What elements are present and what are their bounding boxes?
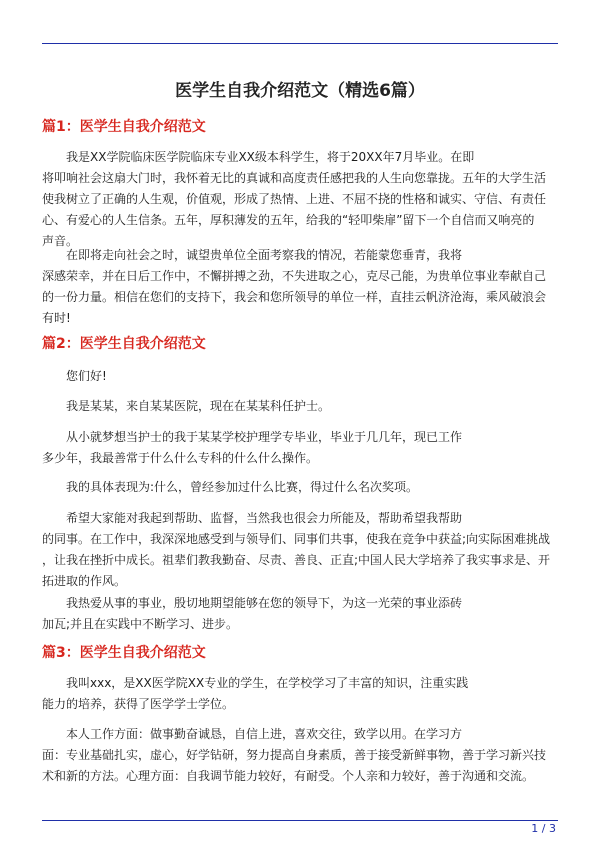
section-3-title: 篇3：医学生自我介绍范文: [42, 645, 206, 661]
section-2-paragraph-2: [42, 396, 562, 417]
footer-rule: [42, 820, 558, 821]
text-line: 的同事。在工作中，我深深地感受到与领导们、同事们共事，使我在竞争中获益;向实际困难挑战: [42, 532, 551, 546]
text-line: 我是某某，来自某某医院，现在在某某科任护士。: [66, 399, 331, 413]
text-line: 面：专业基础扎实，虚心，好学钻研，努力提高自身素质，善于接受新鲜事物，善于学习新兴技: [42, 748, 547, 762]
text-line: 我的具体表现为:什么，曾经参加过什么比赛，得过什么名次奖项。: [66, 480, 419, 494]
text-line: 加瓦;并且在实践中不断学习、进步。: [42, 617, 239, 631]
text-line: ，让我在挫折中成长。祖辈们教我勤奋、尽责、善良、正直;中国人民大学培养了我实事求是、开: [42, 553, 551, 567]
section-3-paragraph-2: [42, 724, 562, 787]
text-line: 在即将走向社会之时，诚望贵单位全面考察我的情况，若能蒙您垂青，我将: [66, 248, 463, 262]
section-2-paragraph-1: [42, 366, 562, 387]
section-3-paragraph-1: [42, 673, 562, 715]
document-title: 医学生自我介绍范文（精选6篇）: [175, 81, 425, 101]
text-line: 您们好!: [66, 369, 107, 383]
text-line: 我是XX学院临床医学院临床专业XX级本科学生，将于20XX年7月毕业。在即: [66, 150, 475, 164]
header-rule: [42, 43, 558, 44]
text-line: 声音。: [42, 234, 79, 248]
text-line: 能力的培养，获得了医学学士学位。: [42, 697, 235, 711]
text-line: 拓进取的作风。: [42, 574, 127, 588]
text-line: 将叩响社会这扇大门时，我怀着无比的真诚和高度责任感把我的人生向您靠拢。五年的大学生活: [42, 171, 547, 185]
section-1-paragraph-2: [42, 245, 562, 329]
section-2-paragraph-3: [42, 427, 562, 469]
section-2-paragraph-5: [42, 508, 562, 592]
section-1-paragraph-1: [42, 147, 562, 252]
text-line: 深感荣幸，并在日后工作中，不懈拼搏之劲，不失进取之心，克尽己能，为贵单位事业奉献自己: [42, 269, 547, 283]
section-2-paragraph-4: [42, 477, 562, 498]
text-line: 我热爱从事的事业，殷切地期望能够在您的领导下，为这一光荣的事业添砖: [66, 596, 463, 610]
text-line: 我叫xxx，是XX医学院XX专业的学生，在学校学习了丰富的知识，注重实践: [66, 676, 469, 690]
text-line: 使我树立了正确的人生观，价值观，形成了热情、上进、不屈不挠的性格和诚实、守信、有责任: [42, 192, 547, 206]
text-line: 从小就梦想当护士的我于某某学校护理学专毕业，毕业于几几年，现已工作: [66, 430, 463, 444]
text-line: 多少年，我最善常于什么什么专科的什么什么操作。: [42, 451, 319, 465]
text-line: 心、有爱心的人生信条。五年，厚积薄发的五年，给我的“轻叩柴扉”留下一个自信而又响亮的: [42, 213, 535, 227]
page-indicator: 1 / 3: [531, 822, 556, 835]
text-line: 有时!: [42, 311, 71, 325]
text-line: 的一份力量。相信在您们的支持下，我会和您所领导的单位一样，直挂云帆济沧海，乘风破浪会: [42, 290, 547, 304]
text-line: 本人工作方面：做事勤奋诚恳，自信上进，喜欢交往，致学以用。在学习方: [66, 727, 463, 741]
section-2-paragraph-6: [42, 593, 562, 635]
text-line: 希望大家能对我起到帮助、监督，当然我也很会力所能及，帮助希望我帮助: [66, 511, 463, 525]
text-line: 术和新的方法。心理方面：自我调节能力较好，有耐受。个人亲和力较好，善于沟通和交流。: [42, 769, 535, 783]
section-1-title: 篇1：医学生自我介绍范文: [42, 119, 206, 135]
section-2-title: 篇2：医学生自我介绍范文: [42, 336, 206, 352]
